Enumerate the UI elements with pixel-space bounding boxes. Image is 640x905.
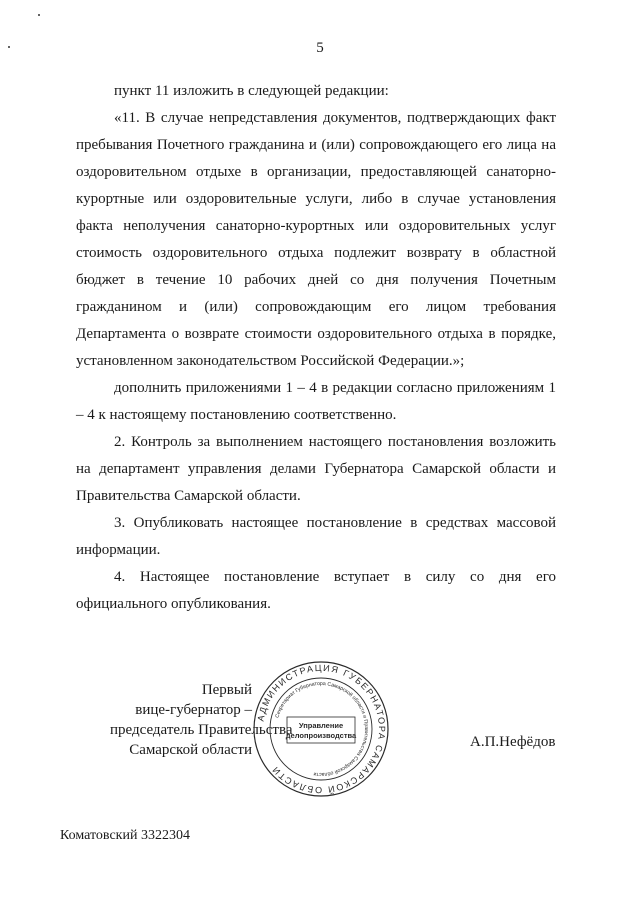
signatory-title	[110, 680, 293, 760]
signatory-title-line: вице-губернатор –	[135, 702, 252, 718]
seal-center-line: делопроизводства	[285, 731, 357, 740]
scan-speck	[38, 14, 40, 16]
document-body	[76, 78, 556, 618]
paragraph-clause-11: «11. В случае непредставления документов, подтверждающих факт пребывания Почетного гражданина и (или) сопровождающего его лица на оздоровительном отдыхе в организации, предоставляющей санаторно-курортные или оздоровительные услуги, либо в случае установления факта неполучения санаторно-курортных или оздоровительных услуг стоимость оздоровительного отдыха подлежит возврату в областной бюджет в течение 10 рабочих дней со дня получения Почетным гражданином и (или) сопровождающим его лицом требования Департамента о возврате стоимости оздоровительного отдыха в порядке, установленном законодательством Российской Федерации.»;	[76, 110, 556, 369]
signatory-name: А.П.Нефёдов	[470, 734, 556, 750]
signatory-title-line: Первый	[201, 682, 252, 698]
paragraph-appendices: дополнить приложениями 1 – 4 в редакции согласно приложениям 1 – 4 к настоящему постановлению соответственно.	[76, 380, 556, 423]
paragraph-item-2: 2. Контроль за выполнением настоящего постановления возложить на департамент управления делами Губернатора Самарской области и Правительства Самарской области.	[76, 434, 556, 504]
seal-center-line: Управление	[298, 721, 344, 730]
signatory-title-line: Самарской области	[129, 742, 252, 758]
seal-outer-text: АДМИНИСТРАЦИЯ ГУБЕРНАТОРА САМАРСКОЙ ОБЛАСТИ	[255, 662, 388, 796]
paragraph-intro: пункт 11 изложить в следующей редакции:	[114, 83, 389, 99]
seal-inner-text: Секретариат Губернатора Самарской области и Правительства Самарской области	[274, 680, 370, 778]
executor-reference: Коматовский 3322304	[60, 828, 190, 843]
paragraph-item-4: 4. Настоящее постановление вступает в силу со дня его официального опубликования.	[76, 569, 556, 612]
paragraph-item-3: 3. Опубликовать настоящее постановление в средствах массовой информации.	[76, 515, 556, 558]
page-number: 5	[316, 40, 324, 56]
signatory-title-line: председатель Правительства	[110, 722, 293, 738]
official-seal-stamp	[252, 660, 390, 798]
